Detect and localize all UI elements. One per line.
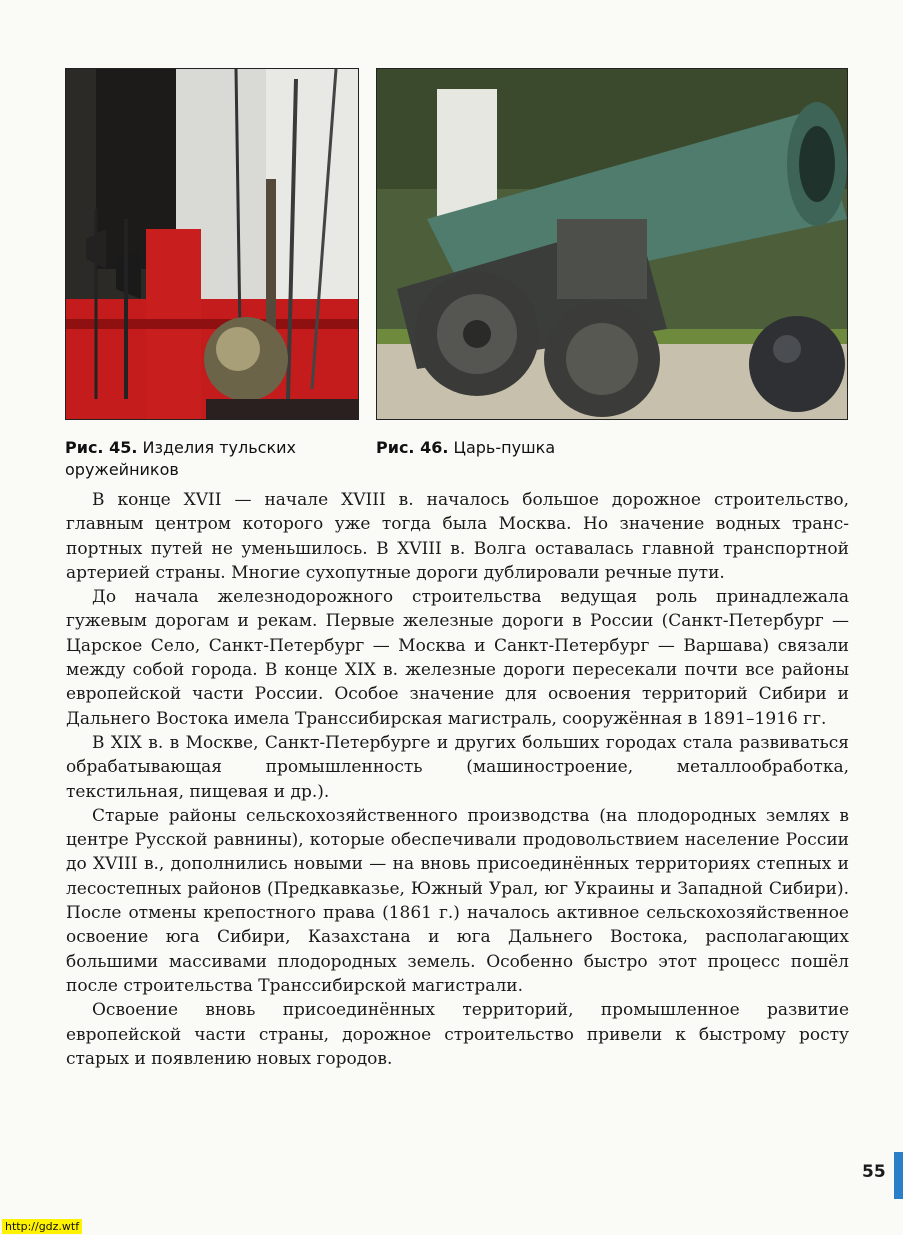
figure-46-caption-text: Царь-пушка <box>453 438 556 457</box>
figure-45-caption-text: Изделия тульских оружейников <box>65 438 297 479</box>
paragraph: В конце XVII — начале XVIII в. началось большое дорожное строительство, главным центром которого уже тогда была Москва. Но значение водных транспортных путей не уменьшилось. В XVIII в. Волга оставалась главной транспортной артерией страны. Многие сухопутные дороги дублировали речные пути. <box>66 490 849 583</box>
figure-46-photo <box>376 68 848 420</box>
paragraph: Старые районы сельскохозяйственного производства (на плодородных землях в центре Русской равнины), которые обеспечивали продовольствием население России до XVIII в., дополнились новыми — на вновь присоединённых территориях степных и лесостепных районов (Предкавказье, Южный Урал, юг Украины и Западной Сибири). После отмены крепостного права (1861 г.) началось активное сельскохозяйственное освоение юга Сибири, Казахстана и юга Дальнего Востока, располагающих большими массивами плодородных земель. Особенно быстро этот процесс пошёл после строительства Транссибирской магистрали. <box>66 805 849 996</box>
paragraph: До начала железнодорожного строительства ведущая роль принадлежала гужевым дорогам и рекам. Первые железные дороги в России (Санкт-Петербург — Царское Село, Санкт-Петербург — Москва и Санкт-Петербург — Варшава) связали между собой города. В конце XIX в. железные дороги пересекали почти все районы европейской части России. Особое значение для освоения территорий Сибири и Дальнего Востока имела Транссибирская магистраль, сооружённая в 1891–1916 гг. <box>66 587 849 729</box>
figure-45-label: Рис. 45. <box>65 438 138 457</box>
page-number: 55 <box>862 1162 886 1182</box>
watermark-link[interactable]: http://gdz.wtf <box>2 1219 82 1234</box>
figure-46-label: Рис. 46. <box>376 438 449 457</box>
paragraph: В XIX в. в Москве, Санкт-Петербурге и других больших городах стала развиваться обрабатывающая промышленность (машиностроение, металлообработка, текстильная, пищевая и др.). <box>66 732 849 802</box>
paragraph: Освоение вновь присоединённых территорий, промышленное развитие европейской части страны, дорожное строительство привели к быстрому росту старых и появлению новых городов. <box>66 1000 849 1069</box>
figure-46-caption <box>376 437 776 459</box>
page-edge-marker <box>894 1152 903 1199</box>
body-text <box>66 488 849 1071</box>
figure-45-caption <box>65 437 355 481</box>
figure-45-photo <box>65 68 359 420</box>
